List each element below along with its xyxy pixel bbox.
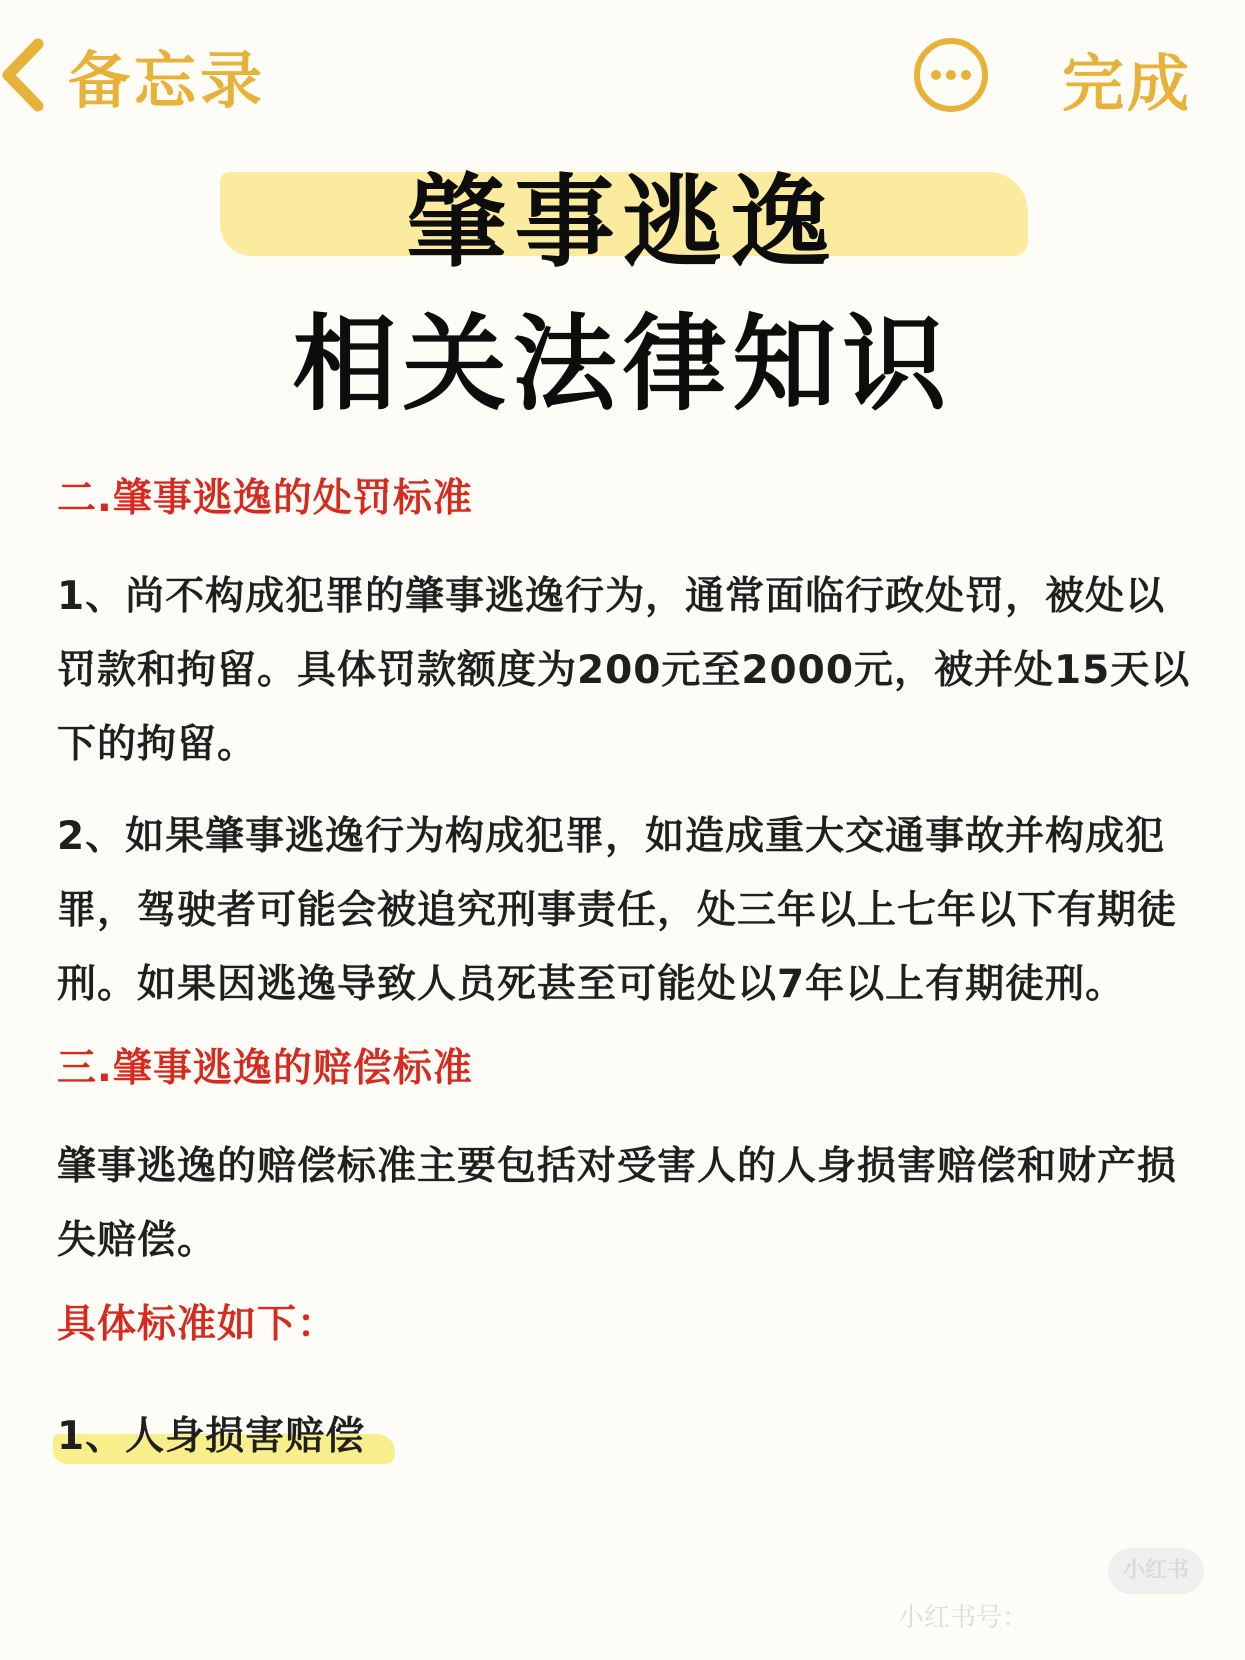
section-heading-compensation: 三.肇事逃逸的赔偿标准 (57, 1046, 473, 1091)
chevron-left-icon (0, 38, 46, 112)
page-subtitle: 相关法律知识 (292, 303, 953, 425)
specifics-item-1: 1、人身损害赔偿 (57, 1408, 365, 1466)
section-heading-specifics: 具体标准如下： (57, 1302, 338, 1347)
watermark-logo: 小红书 (1108, 1548, 1204, 1594)
page-title: 肇事逃逸 (406, 164, 839, 281)
done-button[interactable]: 完成 (1062, 47, 1193, 120)
watermark-id: 小红书号： (898, 1603, 1029, 1633)
back-button[interactable] (0, 35, 266, 115)
compensation-paragraph: 肇事逃逸的赔偿标准主要包括对受害人的人身损害赔偿和财产损失赔偿。 (57, 1144, 1178, 1263)
penalty-paragraph-2: 2、如果肇事逃逸行为构成犯罪，如造成重大交通事故并构成犯罪，驾驶者可能会被追究刑事责任，处三年以上七年以下有期徒刑。如果因逃逸导致人员死甚至可能处以7年以上有期徒刑。 (57, 814, 1178, 1007)
ellipsis-circle-icon (912, 36, 990, 114)
note-body[interactable] (57, 470, 1197, 1466)
back-label: 备忘录 (68, 43, 267, 117)
penalty-paragraph-1: 1、尚不构成犯罪的肇事逃逸行为，通常面临行政处罚，被处以罚款和拘留。具体罚款额度为200元至2000元，被并处15天以下的拘留。 (57, 574, 1191, 767)
nav-bar (0, 0, 1245, 150)
more-options-button[interactable] (912, 36, 990, 114)
section-heading-penalty: 二.肇事逃逸的处罚标准 (57, 476, 473, 521)
